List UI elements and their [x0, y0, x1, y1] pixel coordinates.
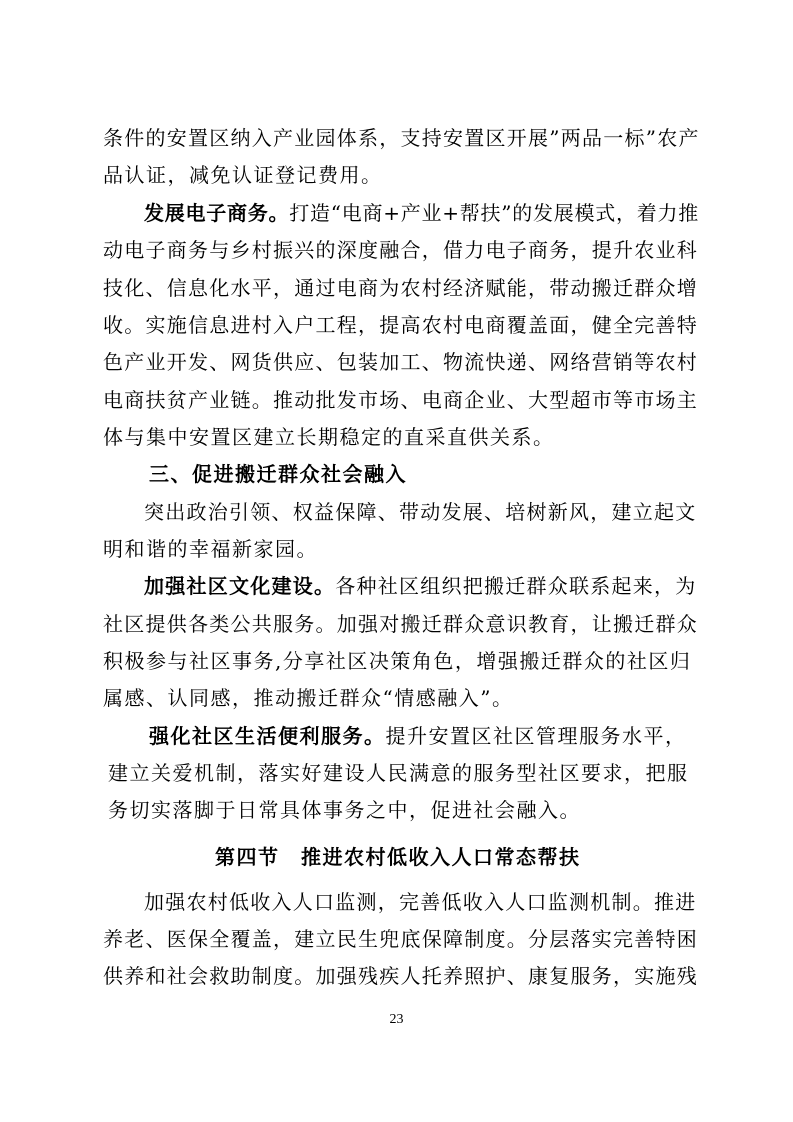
text-line: 电商扶贫产业链。推动批发市场、电商企业、大型超市等市场主 [103, 388, 698, 412]
text-line: 社区提供各类公共服务。加强对搬迁群众意识教育，让搬迁群众 [103, 612, 698, 636]
text-line: 色产业开发、网货供应、包装加工、物流快递、网络营销等农村 [103, 350, 698, 374]
text-line [149, 724, 687, 748]
text-line: 建立关爱机制，落实好建设人民满意的服务型社区要求，把服 [108, 761, 689, 785]
text-line [144, 574, 697, 598]
text-line: 养老、医保全覆盖，建立民生兜底保障制度。分层落实完善特困 [103, 927, 698, 951]
text-line [144, 201, 699, 225]
bold-lead-in: 发展电子商务。 [144, 201, 290, 225]
line-body: 提升安置区社区管理服务水平， [385, 724, 687, 748]
text-line: 品认证，减免认证登记费用。 [103, 163, 383, 187]
line-body: 打造“电商+产业+帮扶”的发展模式，着力推 [289, 201, 699, 225]
section-heading: 第四节 推进农村低收入人口常态帮扶 [215, 845, 581, 869]
text-line: 供养和社会救助制度。加强残疾人托养照护、康复服务，实施残 [103, 964, 698, 988]
text-line: 条件的安置区纳入产业园体系，支持安置区开展”两品一标”农产 [103, 126, 700, 150]
text-line: 收。实施信息进村入户工程，提高农村电商覆盖面，健全完善特 [103, 313, 698, 337]
text-line: 务切实落脚于日常具体事务之中，促进社会融入。 [108, 798, 581, 822]
text-line: 体与集中安置区建立长期稳定的直采直供关系。 [103, 425, 555, 449]
page-number: 23 [389, 1012, 404, 1027]
bold-lead-in: 加强社区文化建设。 [144, 574, 336, 598]
text-line: 技化、信息化水平，通过电商为农村经济赋能，带动搬迁群众增 [103, 276, 698, 300]
text-line: 明和谐的幸福新家园。 [103, 537, 318, 561]
text-line: 积极参与社区事务,分享社区决策角色，增强搬迁群众的社区归 [103, 649, 692, 673]
section-heading: 三、促进搬迁群众社会融入 [149, 462, 407, 486]
text-line: 加强农村低收入人口监测，完善低收入人口监测机制。推进 [144, 890, 697, 914]
text-line: 属感、认同感，推动搬迁群众“情感融入”。 [103, 686, 514, 710]
text-line: 突出政治引领、权益保障、带动发展、培树新风，建立起文 [144, 500, 697, 524]
text-line: 动电子商务与乡村振兴的深度融合，借力电子商务，提升农业科 [103, 238, 698, 262]
line-body: 各种社区组织把搬迁群众联系起来，为 [335, 574, 697, 598]
bold-lead-in: 强化社区生活便利服务。 [149, 724, 386, 748]
